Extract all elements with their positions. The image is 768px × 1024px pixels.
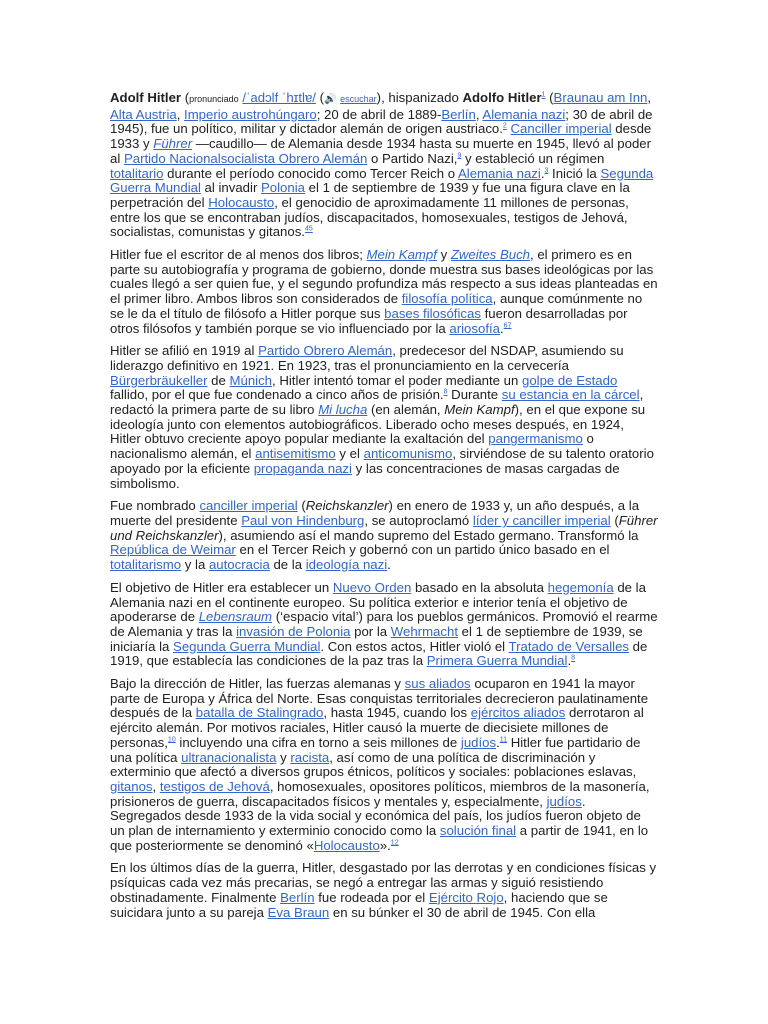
link-wehrmacht[interactable]: Wehrmacht [390, 623, 458, 639]
paragraph-war: Bajo la dirección de Hitler, las fuerzas alemanas y sus aliados ocuparon en 1941 la mayor parte de Europa y África del Norte. Esas conquistas territoriales decrecieron paulatinamente después de la batalla de Stalingrado, hasta 1945, cuando los ejércitos aliados derrotaron al ejército alemán. Por motivos raciales, Hitler causó la muerte de diecisiete millones de personas,$^{10}$ incluyendo una cifra en torno a seis millones de judíos.$^{11}$ Hitler fue partidario de una política ultranacionalista y racista, así como de una política de discriminación y exterminio que afectó a diversos grupos étnicos, políticos y sociales: poblaciones eslavas, gitanos, testigos de Jehová, homosexuales, opositores políticos, miembros de la masonería, prisioneros de guerra, discapacitados físicos y mentales y, especialmente, judíos. Segregados desde 1933 de la vida social y económica del país, los judíos fueron objeto de un plan de internamiento y exterminio conocido como la solución final a partir de 1941, en lo que posteriormente se denominó «Holocausto».$^{12}$ [110, 676, 650, 853]
link-ultranacionalista[interactable]: ultranacionalista [181, 749, 277, 765]
link-canciller-imperial[interactable]: canciller imperial [199, 498, 298, 514]
link-holocausto[interactable]: Holocausto [208, 194, 275, 210]
link-eva-braun[interactable]: Eva Braun [267, 904, 330, 920]
link-filosofia[interactable]: filosofía política [401, 291, 493, 307]
link-autocracia[interactable]: autocracia [208, 557, 270, 573]
link-munich[interactable]: Múnich [229, 372, 273, 388]
ref-link[interactable]: 12 [390, 839, 399, 847]
link-golpe[interactable]: golpe de Estado [521, 372, 618, 388]
link-ariosofia[interactable]: ariosofía [449, 320, 500, 336]
link-nuevo-orden[interactable]: Nuevo Orden [332, 579, 412, 595]
link-fuhrer[interactable]: Führer [153, 136, 193, 152]
link-gitanos[interactable]: gitanos [110, 778, 153, 794]
paragraph-books: Hitler fue el escritor de al menos dos libros; Mein Kampf y Zweites Buch, el primero es en parte su autobiografía y programa de gobierno, donde muestra sus bases ideológicas por las cuales llegó a ser quien fue, y el segundo profundiza más respecto a sus ideas planteadas en el primer libro. Ambos libros son considerados de filosofía política, aunque comúnmente no se le da el título de filósofo a Hitler porque sus bases filosóficas fueron desarrolladas por otros filósofos y también porque se vio influenciado por la ariosofía.$^{67}$ [110, 247, 658, 336]
link-berlin[interactable]: Berlín [441, 106, 476, 122]
link-alemania-nazi[interactable]: Alemania nazi [482, 106, 566, 122]
link-racista[interactable]: racista [290, 749, 330, 765]
link-sgm[interactable]: Segunda Guerra Mundial [110, 165, 654, 196]
link-alta-austria[interactable]: Alta Austria [110, 106, 177, 122]
ref-link[interactable]: 67 [503, 322, 512, 330]
link-sgm-2[interactable]: Segunda Guerra Mundial [173, 638, 321, 654]
link-hindenburg[interactable]: Paul von Hindenburg [241, 512, 365, 528]
link-aliados[interactable]: sus aliados [404, 676, 471, 692]
link-invasion[interactable]: invasión de Polonia [236, 623, 351, 639]
pronunciation-label: pronunciado [189, 94, 239, 104]
link-ejercitos-aliados[interactable]: ejércitos aliados [470, 705, 566, 721]
ipa-link[interactable]: /ˈadɔlf ˈhɪtlɐ/ [242, 90, 316, 105]
link-weimar[interactable]: República de Weimar [110, 542, 236, 558]
speaker-icon[interactable]: 🔊 [324, 94, 337, 105]
ref-link[interactable]: 8 [571, 654, 576, 662]
link-mein-kampf[interactable]: Mein Kampf [366, 247, 437, 263]
link-anticomunismo[interactable]: anticomunismo [363, 446, 453, 462]
link-antisemitismo[interactable]: antisemitismo [255, 446, 336, 462]
ref-link[interactable]: 10 [167, 736, 176, 744]
link-lebensraum[interactable]: Lebensraum [198, 609, 273, 625]
link-versalles[interactable]: Tratado de Versalles [508, 638, 630, 654]
ref-link[interactable]: 11 [499, 736, 508, 744]
link-judios-2[interactable]: judíos [546, 793, 582, 809]
link-mi-lucha[interactable]: Mi lucha [318, 402, 368, 418]
link-holocausto-2[interactable]: Holocausto [313, 837, 380, 853]
link-ideologia[interactable]: ideología nazi [305, 557, 388, 573]
link-stalingrado[interactable]: batalla de Stalingrado [195, 705, 324, 721]
link-lider[interactable]: líder y canciller imperial [472, 512, 611, 528]
link-alemania-nazi-2[interactable]: Alemania nazi [457, 165, 541, 181]
link-totalitarismo[interactable]: totalitarismo [110, 557, 182, 573]
link-partido-obrero[interactable]: Partido Obrero Alemán [258, 343, 393, 359]
link-zweites-buch[interactable]: Zweites Buch [450, 247, 531, 263]
link-polonia[interactable]: Polonia [261, 180, 305, 196]
link-imperio[interactable]: Imperio austrohúngaro [184, 106, 317, 122]
link-pangermanismo[interactable]: pangermanismo [488, 431, 583, 447]
link-braunau[interactable]: Braunau am Inn [553, 90, 648, 105]
ref-link[interactable]: 3 [544, 167, 549, 175]
link-propaganda[interactable]: propaganda nazi [253, 460, 352, 476]
link-canciller[interactable]: Canciller imperial [510, 121, 612, 137]
paragraph-objective: El objetivo de Hitler era establecer un Nuevo Orden basado en la absoluta hegemonía de la Alemania nazi en el continente europeo. Su política exterior e interior tenía el objetivo de apoderarse de Lebensraum (‘espacio vital’) para los pueblos germánicos. Promovió el rearme de Alemania y tras la invasión de Polonia por la Wehrmacht el 1 de septiembre de 1939, se iniciaría la Segunda Guerra Mundial. Con estos actos, Hitler violó el Tratado de Versalles de 1919, que establecía las condiciones de la paz tras la Primera Guerra Mundial.$^8$ [110, 579, 658, 669]
ref-link[interactable]: 2 [502, 123, 507, 131]
link-estancia[interactable]: su estancia en la cárcel [501, 387, 640, 403]
hispanized-name: Adolfo Hitler [462, 90, 542, 105]
link-ejercito-rojo[interactable]: Ejército Rojo [428, 889, 504, 905]
link-judios[interactable]: judíos [460, 734, 497, 750]
article-subject: Adolf Hitler [110, 90, 182, 105]
listen-link[interactable]: escuchar [340, 94, 377, 104]
ref-link[interactable]: 8 [443, 388, 448, 396]
paragraph-early: Hitler se afilió en 1919 al Partido Obrero Alemán, predecesor del NSDAP, asumiendo su liderazgo definitivo en 1921. En 1923, tras el pronunciamiento en la cervecería Bürgerbräukeller de Múnich, Hitler intentó tomar el poder mediante un golpe de Estado fallido, por el que fue condenado a cinco años de prisión.$^8$ Durante su estancia en la cárcel, redactó la primera parte de su libro Mi lucha (en alemán, Mein Kampf), en el que expone su ideología junto con elementos autobiográficos. Liberado ocho meses después, en 1924, Hitler obtuvo creciente apoyo popular mediante la exaltación del pangermanismo o nacionalismo alemán, el antisemitismo y el anticomunismo, sirviéndose de su talento oratorio apoyado por la eficiente propaganda nazi y las concentraciones de masas cargadas de simbolismo. [110, 343, 654, 491]
ref-link[interactable]: 45 [304, 225, 313, 233]
link-partido[interactable]: Partido Nacionalsocialista Obrero Alemán [123, 150, 368, 166]
link-hegemonia[interactable]: hegemonía [547, 579, 614, 595]
link-pgm[interactable]: Primera Guerra Mundial [426, 653, 568, 669]
paragraph-intro: Adolf Hitler (pronunciado /ˈadɔlf ˈhɪtlɐ/ (🔊 escuchar), hispanizado Adolfo Hitler$^1$ (Braunau am Inn, Alta Austria, Imperio austrohúngaro; 20 de abril de 1889-Berlín, Alemania nazi; 30 de abril de 1945), fue un político, militar y dictador alemán de origen austriaco.$^2$ Canciller imperial desde 1933 y Führer —caudillo— de Alemania desde 1934 hasta su muerte en 1945, llevó al poder al Partido Nacionalsocialista Obrero Alemán o Partido Nazi,$^9$ y estableció un régimen totalitario durante el período conocido como Tercer Reich o Alemania nazi.$^3$ Inició la Segunda Guerra Mundial al invadir Polonia el 1 de septiembre de 1939 y fue una figura clave en la perpetración del Holocausto, el genocidio de aproximadamente 11 millones de personas, entre los que se encontraban judíos, discapacitados, homosexuales, testigos de Jehová, socialistas, comunistas y gitanos.$^{45}$ [110, 90, 654, 240]
ref-link[interactable]: 9 [457, 152, 462, 160]
link-testigos[interactable]: testigos de Jehová [159, 778, 270, 794]
link-berlin-2[interactable]: Berlín [280, 889, 315, 905]
link-solucion-final[interactable]: solución final [439, 823, 517, 839]
link-bases[interactable]: bases filosóficas [384, 305, 481, 321]
paragraph-end: En los últimos días de la guerra, Hitler, desgastado por las derrotas y en condiciones físicas y psíquicas cada vez más precarias, se negó a entregar las armas y siguió resistiendo obstinadamente. Finalmente Berlín fue rodeada por el Ejército Rojo, haciendo que se suicidara junto a su pareja Eva Braun en su búnker el 30 de abril de 1945. Con ella [110, 860, 657, 920]
link-totalitario[interactable]: totalitario [110, 165, 164, 181]
link-burger[interactable]: Bürgerbräukeller [110, 372, 208, 388]
ref-link[interactable]: 1 [541, 91, 546, 99]
paragraph-chancellor: Fue nombrado canciller imperial (Reichskanzler) en enero de 1933 y, un año después, a la muerte del presidente Paul von Hindenburg, se autoproclamó líder y canciller imperial (Führer und Reichskanzler), asumiendo así el mando supremo del Estado germano. Transformó la República de Weimar en el Tercer Reich y gobernó con un partido único basado en el totalitarismo y la autocracia de la ideología nazi. [110, 498, 658, 573]
